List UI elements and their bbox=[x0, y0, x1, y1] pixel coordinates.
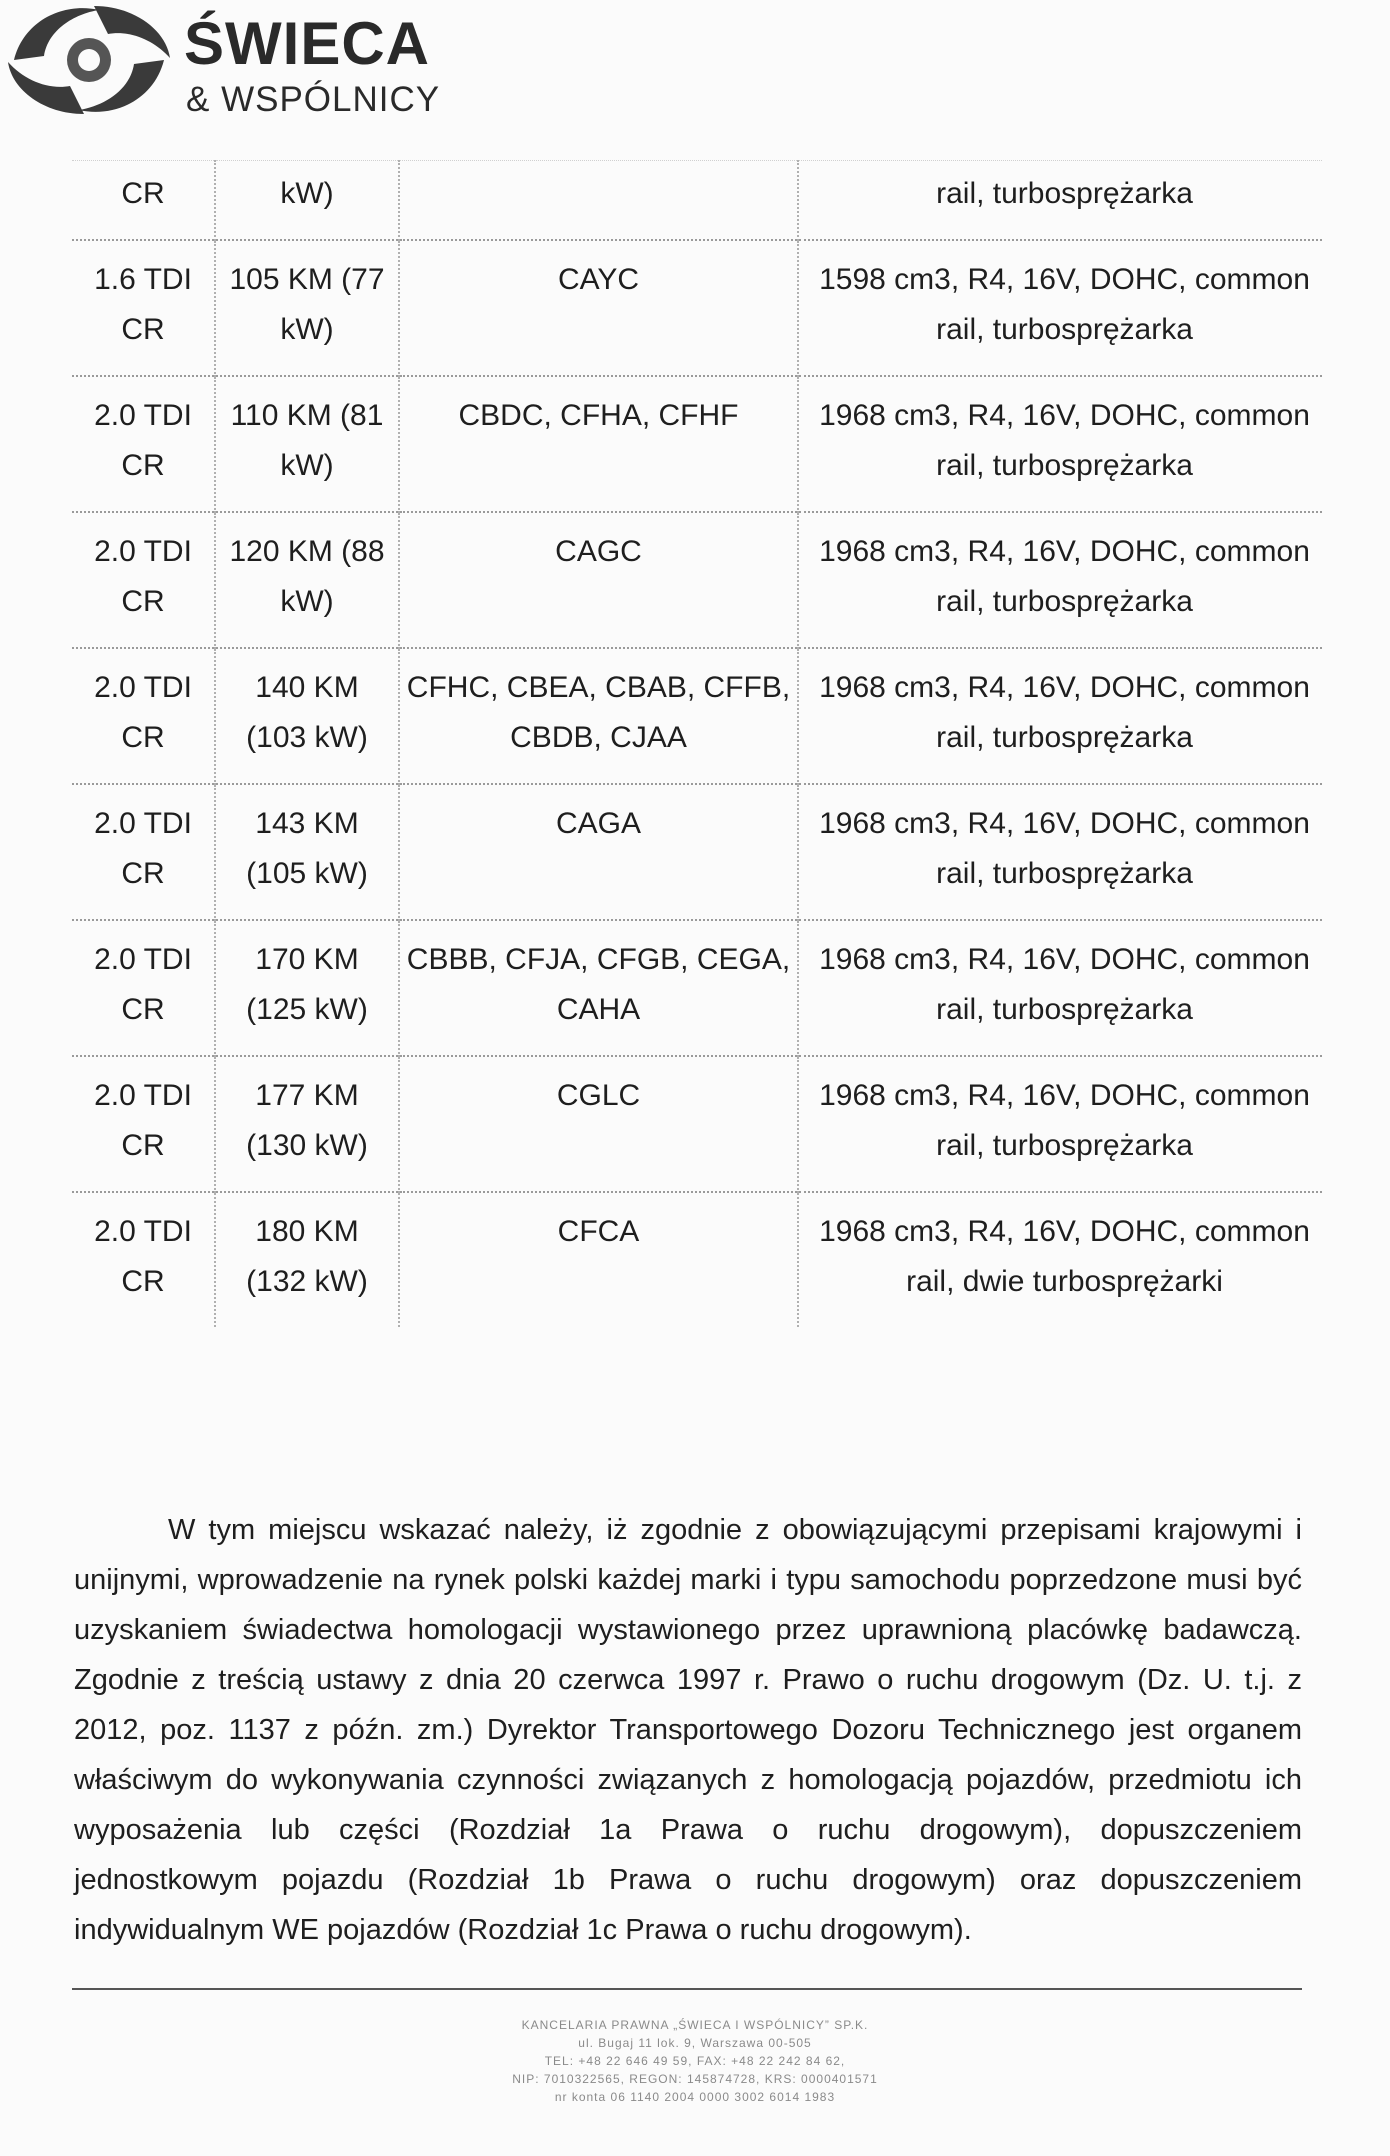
footer-divider bbox=[72, 1988, 1302, 1990]
engine-cell: 2.0 TDI CR bbox=[72, 1192, 215, 1327]
power-cell: 180 KM (132 kW) bbox=[215, 1192, 399, 1327]
spec-cell: 1598 cm3, R4, 16V, DOHC, common rail, turbosprężarka bbox=[798, 240, 1322, 376]
paragraph-text: W tym miejscu wskazać należy, iż zgodnie z obowiązującymi przepisami krajowymi i unijnymi, wprowadzenie na rynek polski każdej marki i typu samochodu poprzedzone musi być uzyskaniem świadectwa homologacji wystawionego przez uprawnioną placówkę badawczą. Zgodnie z treścią ustawy z dnia 20 czerwca 1997 r. Prawo o ruchu drogowym (Dz. U. t.j. z 2012, poz. 1137 z późn. zm.) Dyrektor Transportowego Dozoru Technicznego jest organem właściwym do wykonywania czynności związanych z homologacją pojazdów, przedmiotu ich wyposażenia lub części (Rozdział 1a Prawa o ruchu drogowym), dopuszczeniem jednostkowym pojazdu (Rozdział 1b Prawa o ruchu drogowym) oraz dopuszczeniem indywidualnym WE pojazdów (Rozdział 1c Prawa o ruchu drogowym). bbox=[74, 1514, 1302, 1946]
table-row bbox=[72, 512, 1322, 648]
power-cell: 110 KM (81 kW) bbox=[215, 376, 399, 512]
engine-codes-cell: CFCA bbox=[399, 1192, 798, 1327]
engine-codes-cell bbox=[399, 161, 798, 241]
power-cell: 143 KM (105 kW) bbox=[215, 784, 399, 920]
spec-cell: 1968 cm3, R4, 16V, DOHC, common rail, turbosprężarka bbox=[798, 1056, 1322, 1192]
table-row bbox=[72, 240, 1322, 376]
engine-spec-table bbox=[72, 160, 1322, 1327]
table-row bbox=[72, 784, 1322, 920]
engine-codes-cell: CFHC, CBEA, CBAB, CFFB, CBDB, CJAA bbox=[399, 648, 798, 784]
brand-subtitle: & WSPÓLNICY bbox=[186, 80, 441, 119]
engine-codes-cell: CAYC bbox=[399, 240, 798, 376]
spec-cell: 1968 cm3, R4, 16V, DOHC, common rail, turbosprężarka bbox=[798, 376, 1322, 512]
spec-cell: 1968 cm3, R4, 16V, DOHC, common rail, turbosprężarka bbox=[798, 648, 1322, 784]
footer-firm-name: KANCELARIA PRAWNA „ŚWIECA I WSPÓLNICY” SP.K. bbox=[521, 2018, 869, 2032]
body-paragraph bbox=[74, 1505, 1302, 1955]
engine-codes-cell: CBBB, CFJA, CFGB, CEGA, CAHA bbox=[399, 920, 798, 1056]
table-row bbox=[72, 161, 1322, 241]
footer-address: ul. Bugaj 11 lok. 9, Warszawa 00-505 bbox=[578, 2036, 812, 2050]
engine-codes-cell: CAGC bbox=[399, 512, 798, 648]
engine-cell: CR bbox=[72, 161, 215, 241]
engine-cell: 2.0 TDI CR bbox=[72, 920, 215, 1056]
table-row bbox=[72, 1192, 1322, 1327]
engine-cell: 2.0 TDI CR bbox=[72, 648, 215, 784]
table-row bbox=[72, 920, 1322, 1056]
power-cell: kW) bbox=[215, 161, 399, 241]
table-row bbox=[72, 376, 1322, 512]
footer-phone-fax: TEL: +48 22 646 49 59, FAX: +48 22 242 84 62, bbox=[544, 2054, 846, 2068]
footer-registry: NIP: 7010322565, REGON: 145874728, KRS: 0000401571 bbox=[512, 2072, 878, 2086]
spec-cell: 1968 cm3, R4, 16V, DOHC, common rail, turbosprężarka bbox=[798, 920, 1322, 1056]
engine-cell: 2.0 TDI CR bbox=[72, 512, 215, 648]
engine-codes-cell: CAGA bbox=[399, 784, 798, 920]
footer bbox=[395, 2016, 995, 2106]
spec-cell: 1968 cm3, R4, 16V, DOHC, common rail, turbosprężarka bbox=[798, 784, 1322, 920]
engine-cell: 2.0 TDI CR bbox=[72, 784, 215, 920]
letterhead bbox=[0, 0, 520, 130]
power-cell: 177 KM (130 kW) bbox=[215, 1056, 399, 1192]
firm-logo-icon bbox=[4, 0, 174, 120]
brand-name: ŚWIECA bbox=[184, 10, 430, 77]
engine-cell: 2.0 TDI CR bbox=[72, 1056, 215, 1192]
table-row bbox=[72, 1056, 1322, 1192]
spec-cell: 1968 cm3, R4, 16V, DOHC, common rail, dwie turbosprężarki bbox=[798, 1192, 1322, 1327]
power-cell: 170 KM (125 kW) bbox=[215, 920, 399, 1056]
spec-cell: 1968 cm3, R4, 16V, DOHC, common rail, turbosprężarka bbox=[798, 512, 1322, 648]
power-cell: 105 KM (77 kW) bbox=[215, 240, 399, 376]
footer-bank-account: nr konta 06 1140 2004 0000 3002 6014 1983 bbox=[554, 2090, 836, 2104]
spec-cell: rail, turbosprężarka bbox=[798, 161, 1322, 241]
engine-codes-cell: CGLC bbox=[399, 1056, 798, 1192]
engine-cell: 1.6 TDI CR bbox=[72, 240, 215, 376]
table-row bbox=[72, 648, 1322, 784]
engine-codes-cell: CBDC, CFHA, CFHF bbox=[399, 376, 798, 512]
engine-cell: 2.0 TDI CR bbox=[72, 376, 215, 512]
power-cell: 140 KM (103 kW) bbox=[215, 648, 399, 784]
power-cell: 120 KM (88 kW) bbox=[215, 512, 399, 648]
